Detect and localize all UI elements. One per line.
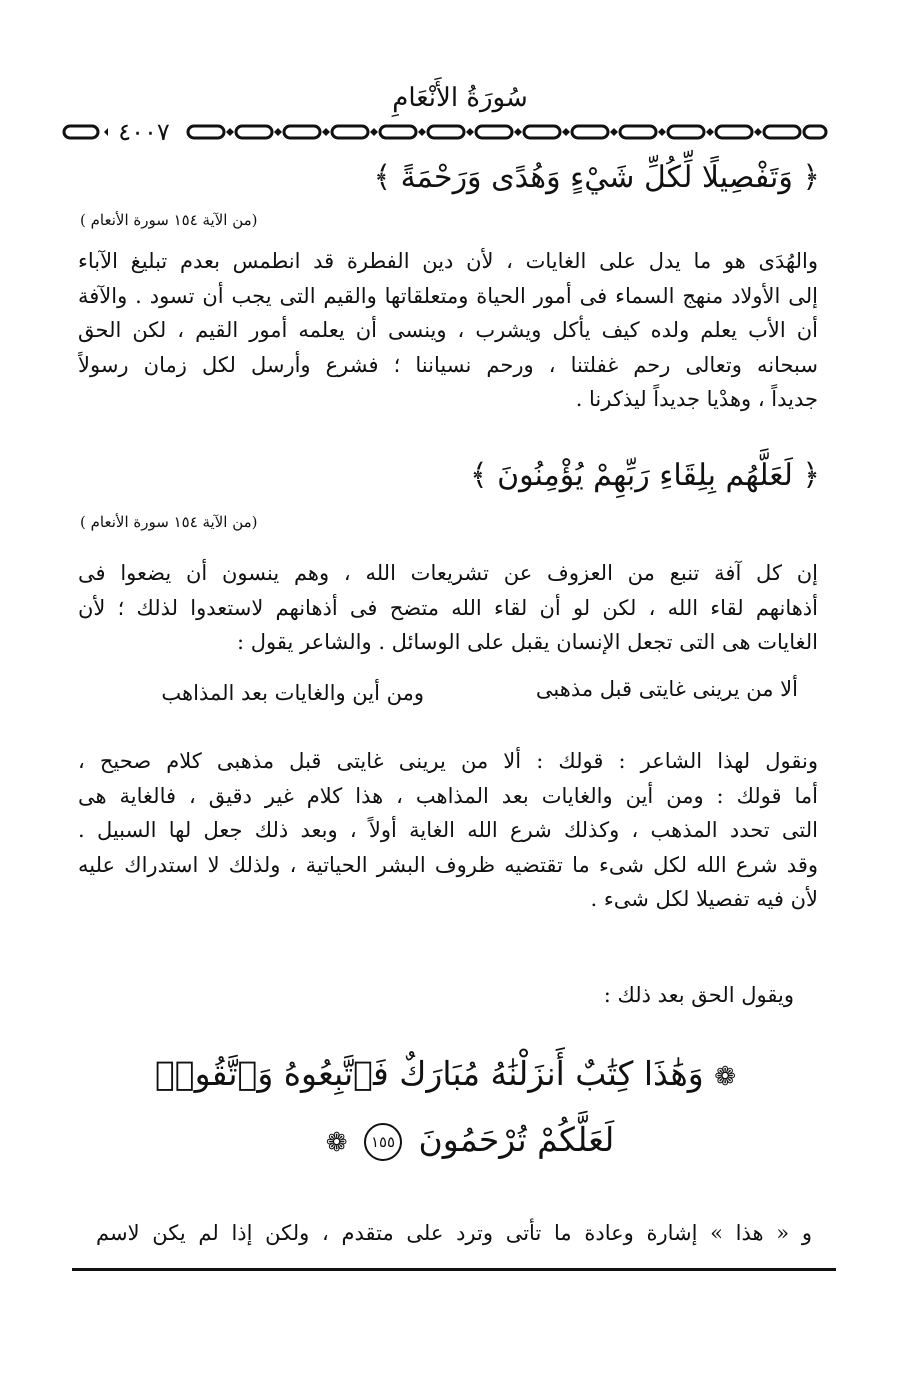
- paragraph-line: سبحانه وتعالى رحم غفلتنا ، ورحم نسياننا ؛ فشرع وأرسل لكل زمان رسولاً: [78, 352, 818, 377]
- poem-hemistich-left: ومن أين والغايات بعد المذاهب: [161, 681, 424, 705]
- quran-verse-2: ﴿ لَعَلَّهُم بِلِقَاءِ رَبِّهِمْ يُؤْمِنُونَ ﴾: [469, 458, 820, 493]
- verse-3-text-line-2: لَعَلَّكُمْ تُرْحَمُونَ: [418, 1120, 615, 1159]
- ayah-number-badge: ١٥٥: [364, 1123, 402, 1161]
- paragraph-line: ونقول لهذا الشاعر : قولك : ألا من يرينى غايتى قبل مذهبى كلام صحيح ،: [78, 749, 818, 773]
- paragraph-3: [78, 744, 818, 924]
- bottom-divider: [72, 1268, 836, 1271]
- quran-verse-3-line-1: [155, 1046, 736, 1102]
- paragraph-line: إن كل آفة تنبع من العزوف عن تشريعات الله ، وهم ينسون أن يضعوا فى: [78, 561, 818, 585]
- paragraph-line: إلى الأولاد منهج السماء فى أمور الحياة ومتعلقاتها والقيم التى يجب أن تسود . والآفة: [78, 283, 818, 308]
- quran-verse-3-line-2: [320, 1112, 620, 1168]
- paragraph-line: وقد شرع الله لكل شىء ما تقتضيه ظروف البشر الحياتية ، ولذلك لا استدراك عليه: [78, 852, 818, 877]
- quran-verse-1: ﴿ وَتَفْصِيلًا لِّكُلِّ شَيْءٍ وَهُدًى وَرَحْمَةً ﴾: [373, 160, 820, 195]
- paragraph-line: لأن فيه تفصيلا لكل شىء .: [590, 887, 818, 911]
- paragraph-line: الغايات هى التى تجعل الإنسان يقبل على الوسائل . والشاعر يقول :: [237, 630, 818, 654]
- verse-3-text-line-1: وَهَٰذَا كِتَٰبٌ أَنزَلْنَٰهُ مُبَارَكٌ فَٱتَّبِعُوهُ وَٱتَّقُوا۟: [155, 1054, 704, 1093]
- paragraph-line: أما قولك : ومن أين والغايات بعد المذاهب ، هذا كلام غير دقيق ، فالغاية هى: [78, 783, 818, 808]
- poem-hemistich-right: ألا من يرينى غايتى قبل مذهبى: [535, 677, 798, 701]
- verse-intro: ويقول الحق بعد ذلك :: [603, 983, 794, 1007]
- paragraph-line: أن الأب يعلم ولده كيف يأكل ويشرب ، وينسى أن يعلمه أمور القيم ، لكن الحق: [78, 318, 818, 342]
- surah-title: سُورَةُ الأَنْعَامِ: [392, 83, 528, 113]
- paragraph-line: التى تحدد المذهب ، وكذلك شرع الله الغاية أولاً ، وبعد ذلك جعل لها السبيل .: [78, 818, 818, 842]
- verse-end-ornament-icon: ❁: [325, 1128, 348, 1158]
- paragraph-1: [78, 244, 818, 434]
- verse-2-reference: (من الآية ١٥٤ سورة الأنعام ): [80, 513, 258, 531]
- verse-1-reference: (من الآية ١٥٤ سورة الأنعام ): [80, 211, 258, 229]
- paragraph-line: والهُدَى هو ما يدل على الغايات ، لأن دين الفطرة قد انطمس بعدم تبليغ الآباء: [78, 249, 818, 273]
- page-number: ٤٠٠٧: [108, 118, 180, 146]
- paragraph-line: أذهانهم لقاء الله ، لكن لو أن لقاء الله متضح فى أذهانهم لاستعدوا لذلك ؛ لأن: [78, 595, 818, 620]
- footer-text-line: و « هذا » إشارة وعادة ما تأتى وترد على متقدم ، ولكن إذا لم يكن لاسم: [96, 1221, 812, 1245]
- paragraph-line: جديداً ، وهدْيا جديداً ليذكرنا .: [575, 387, 818, 411]
- verse-start-ornament-icon: ❁: [714, 1062, 736, 1092]
- paragraph-2: [78, 556, 818, 664]
